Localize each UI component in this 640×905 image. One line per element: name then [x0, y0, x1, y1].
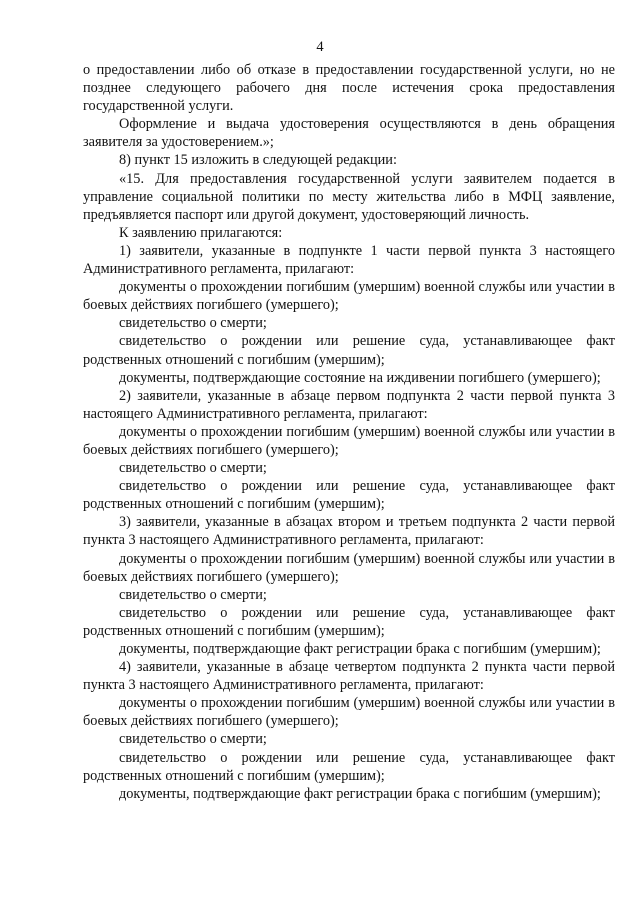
paragraph: документы о прохождении погибшим (умершим) военной службы или участии в боевых действиях погибшего (умершего); [83, 550, 615, 585]
paragraph: 1) заявители, указанные в подпункте 1 части первой пункта 3 настоящего Административного регламента, прилагают: [83, 242, 615, 278]
paragraph: документы о прохождении погибшим (умершим) военной службы или участии в боевых действиях погибшего (умершего); [83, 423, 615, 458]
document-body [83, 61, 615, 803]
paragraph: К заявлению прилагаются: [119, 224, 283, 241]
paragraph: «15. Для предоставления государственной услуги заявителем подается в управление социальной политики по месту жительства либо в МФЦ заявление, предъявляется паспорт или другой документ, удостоверяющий личность. [83, 170, 615, 223]
paragraph: 8) пункт 15 изложить в следующей редакции: [119, 152, 397, 169]
paragraph: документы о прохождении погибшим (умершим) военной службы или участии в боевых действиях погибшего (умершего); [83, 279, 615, 314]
paragraph: 4) заявители, указанные в абзаце четвертом подпункта 2 пункта части первой пункта 3 настоящего Административного регламента, прилагают: [83, 659, 615, 694]
paragraph: документы о прохождении погибшим (умершим) военной службы или участии в боевых действиях погибшего (умершего); [83, 695, 615, 730]
paragraph: свидетельство о смерти; [119, 586, 267, 603]
paragraph: свидетельство о рождении или решение суда, устанавливающее факт родственных отношений с погибшим (умершим); [83, 478, 615, 513]
paragraph: документы, подтверждающие состояние на иждивении погибшего (умершего); [119, 369, 601, 386]
paragraph: Оформление и выдача удостоверения осуществляются в день обращения заявителя за удостоверением.»; [83, 116, 615, 151]
page-number: 4 [316, 39, 324, 55]
paragraph: свидетельство о рождении или решение суда, устанавливающее факт родственных отношений с погибшим (умершим); [83, 749, 615, 784]
paragraph: свидетельство о рождении или решение суда, устанавливающее факт родственных отношений с погибшим (умершим); [83, 604, 615, 639]
paragraph: 2) заявители, указанные в абзаце первом подпункта 2 части первой пункта 3 настоящего Административного регламента, прилагают: [83, 387, 615, 422]
paragraph: свидетельство о рождении или решение суда, устанавливающее факт родственных отношений с погибшим (умершим); [83, 333, 615, 368]
paragraph: документы, подтверждающие факт регистрации брака с погибшим (умершим); [119, 785, 601, 802]
paragraph: 3) заявители, указанные в абзацах втором и третьем подпункта 2 части первой пункта 3 настоящего Административного регламента, прилагают: [83, 514, 615, 549]
paragraph: свидетельство о смерти; [119, 315, 267, 332]
paragraph: свидетельство о смерти; [119, 460, 267, 477]
paragraph: о предоставлении либо об отказе в предоставлении государственной услуги, но не позднее следующего рабочего дня после истечения срока предоставления государственной услуги. [83, 62, 615, 115]
paragraph: документы, подтверждающие факт регистрации брака с погибшим (умершим); [119, 641, 601, 657]
paragraph: свидетельство о смерти; [119, 731, 267, 748]
